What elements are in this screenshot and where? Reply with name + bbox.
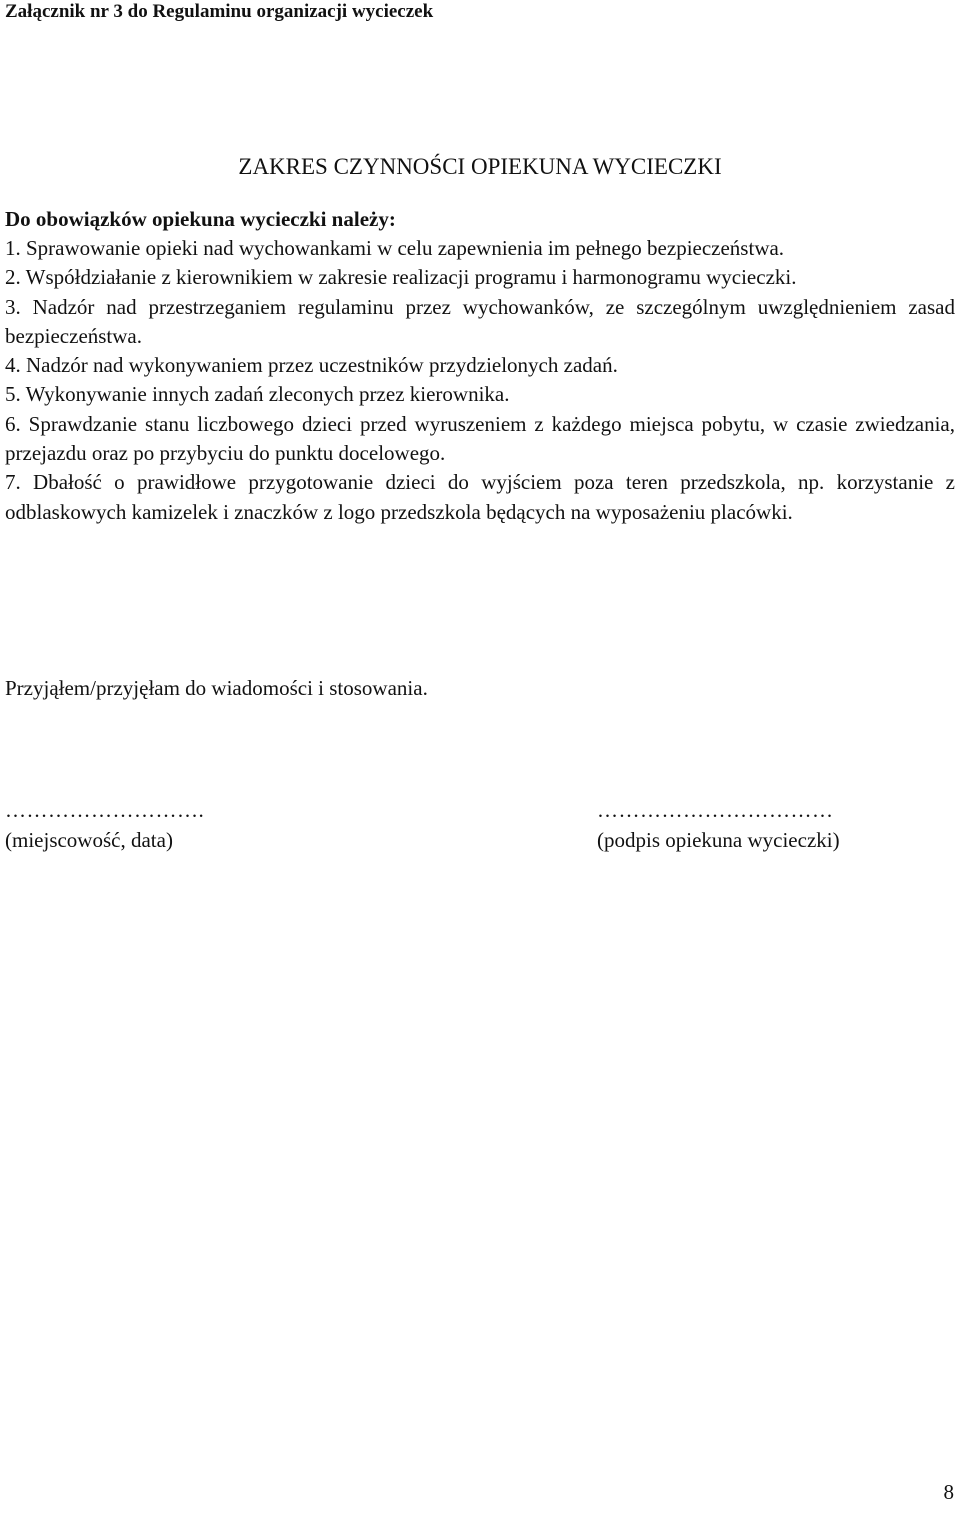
duty-item-5: 5. Wykonywanie innych zadań zleconych przez kierownika. <box>5 382 510 407</box>
page-number: 8 <box>943 1480 954 1504</box>
place-date-signature-block <box>5 795 204 855</box>
duty-item-3: 3. Nadzór nad przestrzeganiem regulaminu przez wychowanków, ze szczególnym uwzględnieniem zasad bezpieczeństwa. <box>5 294 955 348</box>
duties-intro: Do obowiązków opiekuna wycieczki należy: <box>5 207 396 231</box>
duty-item-4: 4. Nadzór nad wykonywaniem przez uczestników przydzielonych zadań. <box>5 353 618 378</box>
acknowledgement-statement: Przyjąłem/przyjęłam do wiadomości i stosowania. <box>5 676 428 700</box>
duty-item-2: 2. Współdziałanie z kierownikiem w zakresie realizacji programu i harmonogramu wycieczki. <box>5 265 797 290</box>
duty-item-1: 1. Sprawowanie opieki nad wychowankami w celu zapewnienia im pełnego bezpieczeństwa. <box>5 236 785 260</box>
duties-list <box>5 234 955 527</box>
duty-item-6: 6. Sprawdzanie stanu liczbowego dzieci przed wyruszeniem z każdego miejsca pobytu, w czasie zwiedzania, przejazdu oraz po przybyciu do punktu docelowego. <box>5 411 955 466</box>
place-date-label: (miejscowość, data) <box>5 828 173 852</box>
guardian-signature-block <box>597 795 840 855</box>
document-header: Załącznik nr 3 do Regulaminu organizacji wycieczek <box>5 1 434 22</box>
place-date-dotted-line: ………………………. <box>5 798 205 822</box>
guardian-signature-label: (podpis opiekuna wycieczki) <box>597 828 840 852</box>
document-title: ZAKRES CZYNNOŚCI OPIEKUNA WYCIECZKI <box>238 154 722 179</box>
guardian-signature-dotted-line: …………………………… <box>597 798 834 822</box>
duty-item-7: 7. Dbałość o prawidłowe przygotowanie dzieci do wyjściem poza teren przedszkola, np. korzystanie z odblaskowych kamizelek i znaczków z logo przedszkola będących na wyposażeniu placówki. <box>5 470 955 524</box>
